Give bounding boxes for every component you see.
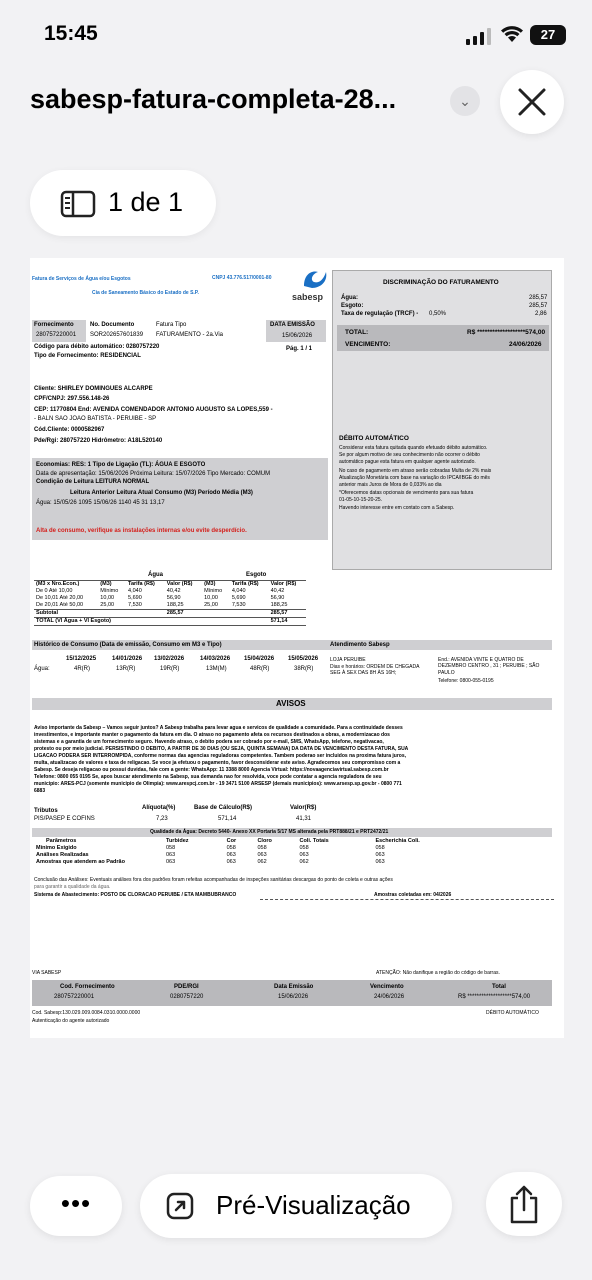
table-cell: 058 [166,845,176,852]
debito-text: anterior mais Juros de Mora de 0,033% ao dia [339,482,442,488]
subtotal-agua: 285,57 [166,609,184,616]
table-cell: Amostras que atendem ao Padrão [36,859,125,866]
debito-text: 01-05-10-15-20-25. [339,497,383,503]
table-cell: 058 [226,845,236,852]
share-button[interactable] [486,1172,562,1236]
tarifa-table [34,580,306,626]
more-button[interactable] [30,1176,122,1236]
cod-sabesp: Cod. Sabesp:130.029.009.0084.0310.0000.0000 [32,1010,141,1016]
sidebar-icon [60,190,96,218]
footer-header: Vencimento [370,984,404,990]
table-row [34,845,484,852]
table-cell: De 0 Até 10,00 [36,587,73,594]
debito-title: DÉBITO AUTOMÁTICO [339,435,409,442]
debito-text: automático pague esta fatura em qualquer agente autorizado. [339,459,476,465]
table-cell: 7,530 [231,601,246,608]
table-cell: 56,90 [166,594,181,601]
footer-value: 24/06/2026 [374,994,405,1000]
table-header: Cloro [257,838,272,845]
table-cell: 25,00 [204,601,218,608]
historico-value: 13M(M) [206,666,227,672]
condicao-leitura: Condição de Leitura LEITURA NORMAL [36,479,150,485]
preview-label: Pré-Visualização [216,1190,411,1220]
tributos-label: Tributos [34,808,58,814]
esgoto-label: Esgoto: [341,303,364,309]
historico-value: 38R(R) [294,666,314,672]
battery-icon: 27 [530,25,566,45]
table-cell: 188,25 [166,601,184,608]
cod-cliente: Cód.Cliente: 0000582967 [34,427,105,433]
table-cell: 5,690 [128,594,142,601]
historico-date: 14/03/2026 [200,656,231,662]
table-cell: Análises Realizadas [36,852,89,859]
fatura-tipo-label: Fatura Tipo [156,322,187,328]
tipo-fornecimento: Tipo de Fornecimento: RESIDENCIAL [34,353,141,359]
close-icon [516,86,548,118]
share-icon [508,1184,540,1224]
cep-endereco: CEP: 11770804 End: AVENIDA COMENDADOR ANTONIO AUGUSTO SA LOPES,559 - [34,407,273,413]
data-apresentacao: Data de apresentação: 15/06/2026 Próxima Leitura: 15/07/2026 Tipo Mercado: COMUM [36,471,271,477]
atendimento-title: Atendimento Sabesp [330,642,390,648]
table-cell: 063 [166,859,176,866]
table-header: Valor (R$) [270,581,297,587]
historico-value: 48R(R) [250,666,270,672]
total-value: R$ *******************574,00 [467,329,546,336]
table-cell: 40,42 [270,587,285,594]
cnpj: CNPJ 43.776.517/0001-80 [212,275,272,281]
table-cell: 058 [375,845,385,852]
table-cell: 40,42 [166,587,181,594]
document-page [30,258,564,1038]
agua-value: 285,57 [529,295,548,301]
open-external-icon [166,1192,194,1220]
table-cell: 063 [375,852,385,859]
sabesp-logo-icon [300,268,330,290]
agua-label: Água: [341,295,358,301]
table-header: Valor (R$) [166,581,193,587]
historico-date: 14/01/2026 [112,656,143,662]
tarifa-agua-heading: Água [148,572,163,578]
atendimento-loja: LOJA PERUIBE [330,657,366,663]
debito-text: Considerar esta fatura quitada quando efetuado débito automático. [339,445,488,451]
page-number: Pág. 1 / 1 [286,346,313,352]
historico-value: 13R(R) [116,666,136,672]
conclusao: Conclusão das Análises: Eventuais análises fora dos padrões foram refeitas acompanhadas de inspeções sanitárias descargas do ponto de coleta e outras ações [34,877,393,883]
pis-aliquota: 7,23 [156,816,168,822]
vencimento-value: 24/06/2026 [509,341,542,348]
table-cell: 10,00 [100,594,115,601]
table-header: Escherichia Coli. [375,838,420,845]
table-cell: Mínimo [100,587,119,594]
table-cell: 25,00 [100,601,115,608]
qualidade-table [34,838,484,866]
table-cell: 56,90 [270,594,285,601]
aviso-line: Aviso importante da Sabesp – Vamos seguir juntos? A Sabesp trabalha para levar agua e servicos de qualidade a comunidade. Para a continuidade desses [34,725,403,731]
endereco-linha2: - BALN SAO JOAO BATISTA - PERUIBE - SP [34,416,157,422]
table-cell: 058 [257,845,267,852]
aviso-line: investimentos, e importante manter o pagamento da fatura em dia. O atraso no pagamento afeta os recursos destinados a obras, a modernizacao dos [34,732,390,738]
footer-value: 0280757220 [170,994,204,1000]
tarifa-esgoto-heading: Esgoto [246,572,267,578]
table-cell: Mínimo [204,587,223,594]
preview-button[interactable] [140,1174,452,1238]
table-cell: 063 [257,852,267,859]
table-header: Turbidez [166,838,189,845]
table-cell: 062 [299,859,309,866]
debito-text: Atualização Monetária com base na variação do IPCA/IBGE do mês [339,475,490,481]
close-button[interactable] [500,70,564,134]
no-documento-label: No. Documento [90,322,135,328]
table-header: Cor [226,838,237,845]
data-emissao-label: DATA EMISSÃO [270,322,315,328]
sabesp-logo-text: sabesp [292,292,324,302]
aviso-line: Telefone: 0800 055 0195 Se, apos buscar atendimento na Sabesp, sua demanda nao for resolvida, voce pode contatar a agencia reguladora de seu [34,774,382,780]
table-cell: 188,25 [270,601,288,608]
document-title: sabesp-fatura-completa-28... [30,84,397,114]
table-header: Tarifa (R$) [231,581,259,587]
aviso-line: sistemas e a garantia de um fornecimento seguro. Havendo atraso, o debito podera ser cobrado por e-mail, SMS, WhatsApp, telefone, negativacao, [34,739,384,745]
aviso-line: protesto ou por meio judicial. PERSISTINDO O DEBITO, A PARTIR DE 30 DIAS (OU SEJA, QUINTA SEMANA) DA DATA DE VENCIMENTO DESTA FATURA, SUA [34,746,409,752]
economias: Economias: RES: 1 Tipo de Ligação (TL): ÁGUA E ESGOTO [36,462,206,468]
aliquota-label: Alíquota(%) [142,805,176,811]
chevron-down-icon[interactable]: ⌄ [450,86,480,116]
historico-value: 4R(R) [74,666,90,672]
footer-value: 280757220001 [54,994,95,1000]
debito-text: *Oferecemos datas opcionais de vencimento para sua fatura [339,490,474,496]
table-cell: 062 [257,859,267,866]
debito-text: No caso de pagamento em atraso serão cobradas Multa de 2% mais [339,468,492,474]
fornecimento-label: Fornecimento [34,322,74,328]
footer-header: Cod. Fornecimento [60,984,115,990]
pis-label: PIS/PASEP E COFINS [34,816,95,822]
company-line1: Fatura de Serviços de Água e/ou Esgotos [32,276,131,282]
autenticacao: Autenticação do agente autorizado [32,1018,110,1024]
avisos-title: AVISOS [276,699,306,708]
taxa-value: 2,86 [535,311,547,317]
table-cell: 5,690 [231,594,246,601]
status-time: 15:45 [44,22,98,45]
table-row [34,852,484,859]
debito-text: Se por algum motivo de seu conhecimento não ocorrer o débito [339,452,480,458]
table-cell: 063 [226,859,236,866]
panel-title: DISCRIMINAÇÃO DO FATURAMENTO [383,279,499,286]
aviso-line: multa, atualizacao de valores e taxa de religacao. Se voce ja efetuou o pagamento, favor desconsiderar este aviso. Agradecemos seu compromisso com a [34,760,401,766]
table-cell: 4,040 [128,587,142,594]
no-documento-value: SOR202657601839 [90,332,144,338]
cellular-signal-icon [466,28,492,45]
debito-text: Havendo interesse entre em contato com a Sabesp. [339,505,455,511]
page-indicator[interactable] [30,170,216,236]
table-cell: 063 [299,852,309,859]
table-row [34,588,306,595]
footer-value: 15/06/2026 [278,994,309,1000]
atendimento-endereco: End.: AVENIDA VINTE E QUATRO DE DEZEMBRO CENTRO , 31 ; PERUIBE ; SÃO PAULO [438,657,540,676]
page-indicator-label: 1 de 1 [108,187,184,217]
discriminacao-panel [332,270,552,570]
atendimento-horarios: Dias e horários: ORDEM DE CHEGADA SEG À SEX DAS 8H ÀS 16H; [330,664,420,677]
cpf: CPF/CNPJ: 297.556.148-26 [34,396,110,402]
amostras-coletadas: Amostras coletadas em: 04/2026 [374,892,452,898]
leitura-header: Leitura Anterior Leitura Atual Consumo (M3) Período Média (M3) [70,490,253,496]
total-label: TOTAL: [345,329,369,336]
valor-label: Valor(R$) [290,805,317,811]
table-cell: De 10,01 Até 20,00 [36,594,84,601]
table-row [34,859,484,866]
footer-value: R$ *******************574,00 [458,994,531,1000]
footer-header: Total [492,984,506,990]
table-cell: 063 [166,852,176,859]
table-header: (M3) [100,581,112,587]
leitura-row: Água: 15/05/26 1095 15/06/26 1140 45 31 13,17 [36,500,165,506]
more-icon: ••• [60,1188,92,1218]
table-cell: 058 [299,845,309,852]
aviso-line: 6883 [34,788,46,794]
table-row [34,595,306,602]
table-row [34,581,306,588]
table-cell: 10,00 [204,594,218,601]
cliente: Cliente: SHIRLEY DOMINGUES ALCARPE [34,386,153,392]
historico-value: 19R(R) [160,666,180,672]
subtotal-esgoto: 285,57 [270,609,288,616]
fatura-tipo-value: FATURAMENTO - 2a.Via [156,332,224,338]
table-header: Coli. Totais [299,838,329,845]
table-header: (M3) [204,581,216,587]
historico-date: 15/12/2025 [66,656,97,662]
debito-automatico-footer: DÉBITO AUTOMÁTICO [486,1010,539,1016]
esgoto-value: 285,57 [529,303,548,309]
table-cell: 4,040 [231,587,246,594]
wifi-icon [500,24,524,44]
table-row [34,602,306,609]
table-header: Parâmetros [46,838,77,845]
base-label: Base de Cálculo(R$) [194,805,253,811]
taxa-pct: 0,50% [429,311,447,317]
qualidade-title: Qualidade da Água: Decreto 5440- Anexo XX Portaria 5/17 MS alterada pela PRT888/21 e PRT2472/21 [150,829,389,835]
table-cell: 063 [226,852,236,859]
table-cell: 7,530 [128,601,142,608]
total-geral-label: TOTAL (Vl Água + Vl Esgoto) [36,617,112,624]
data-emissao-value: 15/06/2026 [282,333,313,339]
aviso-line: Sabesp. Se deseja religacao ou possui duvidas, fale com a gente: WhatsApp: 11 3388 8000 Agencia Virtual: https://novaagenciavirtual.sabesp.com.br [34,767,389,773]
historico-date: 13/02/2026 [154,656,185,662]
conclusao-linha2: para garantir a qualidade da água. [34,884,111,890]
footer-header: Data Emissão [274,984,314,990]
table-cell: Mínimo Exigido [36,845,77,852]
company-line2: Cia de Saneamento Básico do Estado de S.P. [92,290,199,296]
atencao-barcode: ATENÇÃO: Não danifique a região do código de barras. [376,970,500,976]
aviso-line: LIGACAO PODERA SER INTERROMPIDA, conforme normas das agencias reguladoras competentes. Tambem poderao ser incluidos na proxima fatura juros, [34,753,407,759]
vencimento-label: VENCIMENTO: [345,341,391,348]
pis-base: 571,14 [218,816,237,822]
historico-date: 15/04/2026 [244,656,275,662]
table-row [34,609,306,617]
table-cell: 063 [375,859,385,866]
table-row [34,838,484,845]
total-geral-value: 571,14 [270,617,288,624]
aviso-line: municipio: ARES-PCJ (somente municipio de Olimpia): www.arespcj.com.br - 19 3471 5100 ARSESP (demais municipios): www.arsesp.sp.gov.br - 0800 771 [34,781,402,787]
pis-valor: 41,31 [296,816,312,822]
via-sabesp: VIA SABESP [32,970,62,976]
footer-header: PDE/RGI [174,984,199,990]
alerta-consumo: Alta de consumo, verifique as instalações internas e/ou evite desperdício. [36,528,247,534]
pde-rgi: Pde/Rgi: 280757220 Hidrômetro: A18L520140 [34,438,163,444]
table-header: (M3 x Nro.Econ.) [36,581,80,587]
historico-date: 15/05/2026 [288,656,319,662]
table-cell: De 20,01 Até 50,00 [36,601,84,608]
atendimento-telefone: Telefone: 0800-055-0195 [438,678,494,684]
historico-row-label: Água: [34,666,50,672]
historico-title: Histórico de Consumo (Data de emissão, Consumo em M3 e Tipo) [34,642,222,648]
table-row [34,617,306,625]
codigo-debito: Código para débito automático: 0280757220 [34,344,160,350]
table-header: Tarifa (R$) [128,581,155,587]
status-bar [0,0,592,70]
sistema-abastecimento: Sistema de Abastecimento: POSTO DE CLORACAO PERUIBE / ETA MAMBUBRANCO [34,892,237,898]
subtotal-label: Subtotal [36,609,58,616]
taxa-label: Taxa de regulação (TRCF) - [341,311,419,317]
fornecimento-value: 280757220001 [36,332,77,338]
